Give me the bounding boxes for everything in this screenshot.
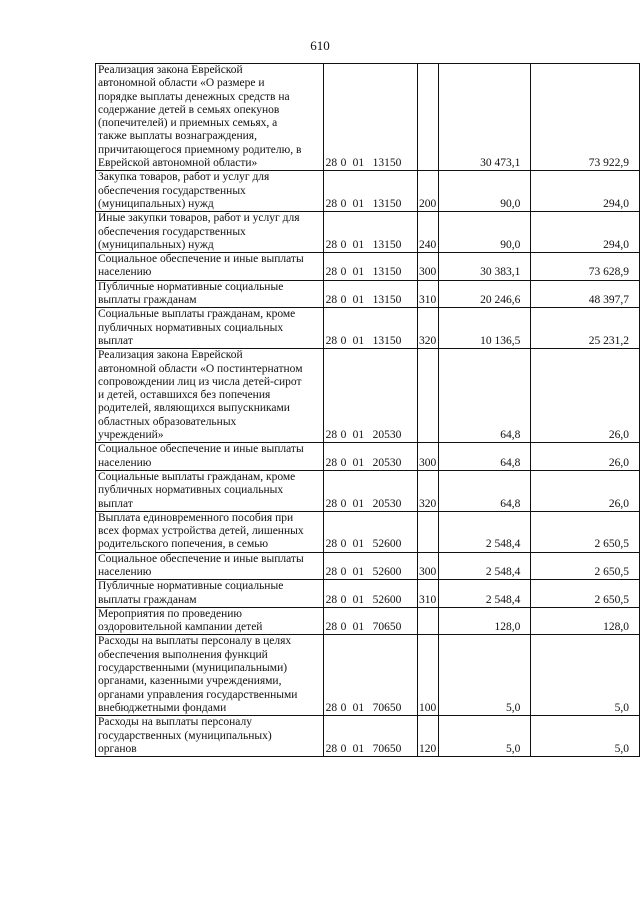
description-line: родителей, являющихся выпускниками [98,402,290,415]
description-line: Реализация закона Еврейской [98,64,243,76]
table-row [96,280,640,308]
target-article-code [323,253,417,281]
target-article-code [323,635,417,716]
code-part-c4: 52600 [372,538,402,551]
code-part-c3: 01 [352,456,365,469]
description-line: органов [98,742,137,755]
amount-year-1: 30 383,1 [438,253,530,281]
code-part-c3: 01 [352,238,365,251]
code-part-c2: 0 [340,621,347,634]
code-part-c4: 70650 [372,621,402,634]
description-line: родительского попечения, в семью [98,538,269,551]
target-article-code [323,349,417,443]
description-line: учреждений» [98,429,164,442]
code-part-c4: 70650 [372,742,402,755]
code-part-c4: 20530 [372,456,402,469]
expense-type-code: 310 [418,580,439,608]
code-part-c3: 01 [352,497,365,510]
amount-year-1: 90,0 [438,212,530,253]
description-line: Еврейской автономной области» [98,157,258,170]
code-part-c2: 0 [340,701,347,714]
code-part-c2: 0 [340,565,347,578]
page-number: 610 [310,38,330,53]
table-row [96,607,640,635]
code-part-c1: 28 [325,565,338,578]
amount-year-2: 5,0 [531,716,640,757]
code-part-c1: 28 [325,538,338,551]
table-row [96,349,640,443]
code-part-c2: 0 [340,266,347,279]
target-article-code [323,511,417,552]
code-part-c4: 52600 [372,565,402,578]
code-part-c4: 13150 [372,334,402,347]
description-line: населению [98,266,152,279]
amount-year-2: 2 650,5 [531,511,640,552]
code-part-c3: 01 [352,197,365,210]
target-article-code [323,470,417,511]
code-part-c1: 28 [325,334,338,347]
code-part-c4: 13150 [372,238,402,251]
table-row [96,212,640,253]
row-description [96,64,324,171]
code-part-c2: 0 [340,238,347,251]
description-line: государственных (муниципальных) [98,729,272,742]
expense-type-code: 240 [418,212,439,253]
description-line: автономной области «О постинтернатном [98,362,303,375]
description-line: Социальное обеспечение и иные выплаты [98,443,304,456]
expense-type-code: 120 [418,716,439,757]
description-line: Реализация закона Еврейской [98,349,243,362]
amount-year-1: 20 246,6 [438,280,530,308]
description-line: также выплаты вознаграждения, [98,130,257,143]
amount-year-1: 128,0 [438,607,530,635]
code-part-c4: 20530 [372,497,402,510]
target-article-code [323,607,417,635]
code-part-c4: 13150 [372,157,402,170]
amount-year-1: 5,0 [438,635,530,716]
row-description [96,716,324,757]
description-line: Мероприятия по проведению [98,607,242,620]
row-description [96,280,324,308]
code-part-c1: 28 [325,197,338,210]
table-row [96,511,640,552]
row-description [96,607,324,635]
row-description [96,443,324,471]
description-line: населению [98,565,152,578]
code-part-c1: 28 [325,701,338,714]
expense-type-code [418,511,439,552]
amount-year-2: 25 231,2 [531,308,640,349]
target-article-code [323,308,417,349]
code-part-c1: 28 [325,157,338,170]
code-part-c2: 0 [340,538,347,551]
code-part-c3: 01 [352,157,365,170]
table-row [96,64,640,171]
description-line: выплат [98,497,133,510]
row-description [96,552,324,580]
row-description [96,580,324,608]
code-part-c2: 0 [340,742,347,755]
code-part-c3: 01 [352,593,365,606]
amount-year-2: 73 628,9 [531,253,640,281]
code-part-c4: 70650 [372,701,402,714]
description-line: (муниципальных) нужд [98,238,214,251]
code-part-c1: 28 [325,456,338,469]
expense-type-code: 300 [418,552,439,580]
description-line: выплат [98,334,133,347]
amount-year-2: 26,0 [531,443,640,471]
description-line: Расходы на выплаты персоналу в целях [98,635,292,648]
code-part-c3: 01 [352,538,365,551]
amount-year-1: 30 473,1 [438,64,530,171]
code-part-c2: 0 [340,429,347,442]
description-line: выплаты гражданам [98,294,197,307]
code-part-c2: 0 [340,197,347,210]
expense-type-code: 100 [418,635,439,716]
code-part-c4: 13150 [372,197,402,210]
description-line: обеспечения выполнения функций [98,648,268,661]
target-article-code [323,580,417,608]
row-description [96,511,324,552]
row-description [96,349,324,443]
code-part-c1: 28 [325,238,338,251]
description-line: порядке выплаты денежных средств на [98,90,290,103]
amount-year-2: 128,0 [531,607,640,635]
expense-type-code [418,349,439,443]
description-line: Публичные нормативные социальные [98,580,284,593]
description-line: выплаты гражданам [98,593,197,606]
table-row [96,171,640,212]
amount-year-2: 294,0 [531,171,640,212]
target-article-code [323,212,417,253]
row-description [96,635,324,716]
code-part-c3: 01 [352,294,365,307]
target-article-code [323,64,417,171]
code-part-c2: 0 [340,456,347,469]
description-line: публичных нормативных социальных [98,321,284,334]
target-article-code [323,552,417,580]
description-line: Социальные выплаты гражданам, кроме [98,308,296,321]
expense-type-code: 200 [418,171,439,212]
code-part-c3: 01 [352,334,365,347]
code-part-c1: 28 [325,593,338,606]
description-line: (попечителей) и приемных семьях, а [98,117,278,130]
description-line: Закупка товаров, работ и услуг для [98,171,270,184]
code-part-c1: 28 [325,294,338,307]
code-part-c1: 28 [325,621,338,634]
row-description [96,171,324,212]
description-line: и детей, оставшихся без попечения [98,389,271,402]
code-part-c2: 0 [340,593,347,606]
description-line: Публичные нормативные социальные [98,280,284,293]
target-article-code [323,171,417,212]
description-line: Социальные выплаты гражданам, кроме [98,470,296,483]
description-line: оздоровительной кампании детей [98,621,263,634]
description-line: государственными (муниципальными) [98,662,288,675]
amount-year-1: 64,8 [438,470,530,511]
code-part-c3: 01 [352,429,365,442]
description-line: органами управления государственными [98,688,298,701]
description-line: Иные закупки товаров, работ и услуг для [98,212,300,225]
row-description [96,253,324,281]
amount-year-1: 5,0 [438,716,530,757]
amount-year-1: 90,0 [438,171,530,212]
code-part-c3: 01 [352,266,365,279]
amount-year-1: 2 548,4 [438,511,530,552]
table-row [96,552,640,580]
row-description [96,470,324,511]
code-part-c3: 01 [352,621,365,634]
table-row [96,253,640,281]
description-line: Расходы на выплаты персоналу [98,716,252,729]
description-line: автономной области «О размере и [98,77,265,90]
amount-year-1: 2 548,4 [438,552,530,580]
amount-year-2: 2 650,5 [531,580,640,608]
amount-year-2: 5,0 [531,635,640,716]
amount-year-2: 2 650,5 [531,552,640,580]
amount-year-1: 64,8 [438,349,530,443]
description-line: (муниципальных) нужд [98,197,214,210]
code-part-c1: 28 [325,429,338,442]
expense-type-code [418,64,439,171]
description-line: областных образовательных [98,415,237,428]
description-line: обеспечения государственных [98,184,246,197]
code-part-c4: 13150 [372,294,402,307]
expense-type-code: 300 [418,253,439,281]
description-line: внебюджетными фондами [98,701,227,714]
description-line: публичных нормативных социальных [98,484,284,497]
code-part-c4: 52600 [372,593,402,606]
description-line: сопровождении лиц из числа детей-сирот [98,375,302,388]
description-line: Социальное обеспечение и иные выплаты [98,253,304,266]
amount-year-1: 64,8 [438,443,530,471]
description-line: Социальное обеспечение и иные выплаты [98,552,304,565]
description-line: органами, казенными учреждениями, [98,675,282,688]
code-part-c4: 20530 [372,429,402,442]
row-description [96,308,324,349]
target-article-code [323,716,417,757]
table-row [96,470,640,511]
code-part-c2: 0 [340,497,347,510]
description-line: причитающегося приемному родителю, в [98,143,302,156]
code-part-c2: 0 [340,294,347,307]
code-part-c1: 28 [325,266,338,279]
table-row [96,716,640,757]
description-line: Выплата единовременного пособия при [98,511,294,524]
amount-year-2: 26,0 [531,349,640,443]
amount-year-2: 26,0 [531,470,640,511]
table-row [96,635,640,716]
table-row [96,580,640,608]
description-line: всех формах устройства детей, лишенных [98,525,304,538]
code-part-c3: 01 [352,701,365,714]
code-part-c4: 13150 [372,266,402,279]
expense-type-code: 320 [418,308,439,349]
target-article-code [323,280,417,308]
row-description [96,212,324,253]
code-part-c1: 28 [325,742,338,755]
code-part-c2: 0 [340,334,347,347]
code-part-c3: 01 [352,565,365,578]
expense-type-code [418,607,439,635]
description-line: населению [98,456,152,469]
amount-year-1: 2 548,4 [438,580,530,608]
expense-type-code: 300 [418,443,439,471]
code-part-c3: 01 [352,742,365,755]
expense-type-code: 320 [418,470,439,511]
expense-type-code: 310 [418,280,439,308]
budget-table [95,63,640,757]
amount-year-1: 10 136,5 [438,308,530,349]
table-row [96,308,640,349]
amount-year-2: 73 922,9 [531,64,640,171]
amount-year-2: 48 397,7 [531,280,640,308]
code-part-c1: 28 [325,497,338,510]
amount-year-2: 294,0 [531,212,640,253]
code-part-c2: 0 [340,157,347,170]
target-article-code [323,443,417,471]
description-line: содержание детей в семьях опекунов [98,103,280,116]
table-row [96,443,640,471]
description-line: обеспечения государственных [98,225,246,238]
